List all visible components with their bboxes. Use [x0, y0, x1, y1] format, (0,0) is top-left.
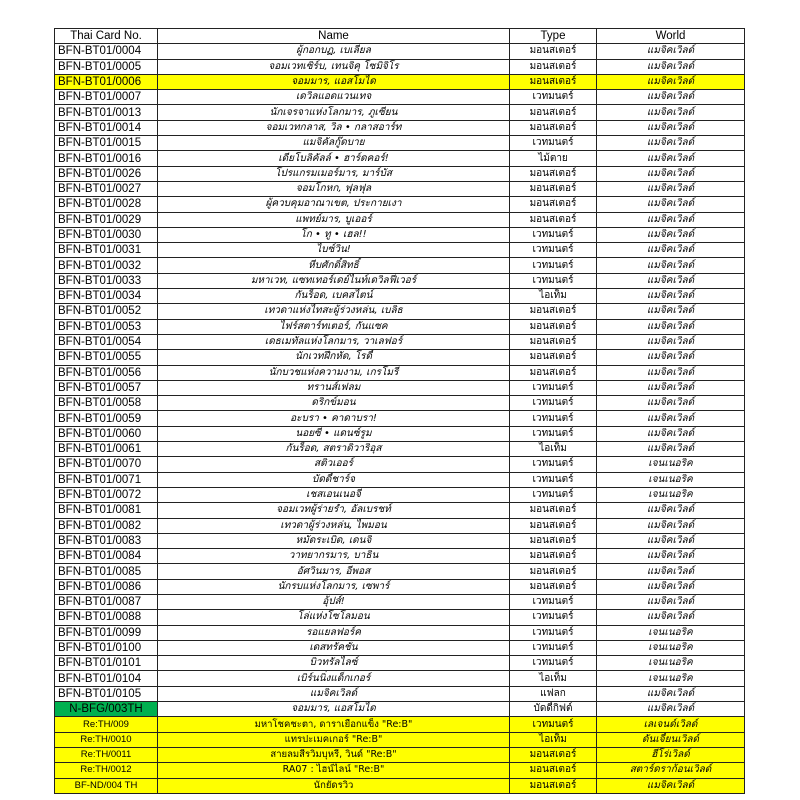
card-world-cell: เจนเนอริค — [597, 640, 745, 655]
table-row — [55, 778, 745, 793]
card-code-cell: BFN-BT01/0027 — [55, 181, 158, 196]
card-type-cell: มอนสเตอร์ — [510, 747, 597, 762]
table-row — [55, 289, 745, 304]
table-row — [55, 518, 745, 533]
card-world-cell: แมจิคเวิลด์ — [597, 151, 745, 166]
card-type-cell: มอนสเตอร์ — [510, 549, 597, 564]
card-type-cell: มอนสเตอร์ — [510, 212, 597, 227]
table-row — [55, 273, 745, 288]
card-code-cell: BFN-BT01/0060 — [55, 426, 158, 441]
card-world-cell: แมจิคเวิลด์ — [597, 365, 745, 380]
card-world-cell: เลเจนด์เวิลด์ — [597, 717, 745, 732]
card-code-cell: BFN-BT01/0085 — [55, 564, 158, 579]
card-world-cell: แมจิคเวิลด์ — [597, 258, 745, 273]
card-name-cell: รอแยลฟอร์ค — [158, 625, 510, 640]
card-world-cell: แมจิคเวิลด์ — [597, 105, 745, 120]
card-type-cell: ไอเท็ม — [510, 732, 597, 747]
card-code-cell: BFN-BT01/0059 — [55, 411, 158, 426]
table-row — [55, 380, 745, 395]
card-type-cell: มอนสเตอร์ — [510, 334, 597, 349]
card-name-cell: บัดดี้ชาร์จ — [158, 472, 510, 487]
table-row — [55, 411, 745, 426]
card-name-cell: สติวเออร์ — [158, 457, 510, 472]
card-world-cell: แมจิคเวิลด์ — [597, 90, 745, 105]
card-type-cell: มอนสเตอร์ — [510, 304, 597, 319]
card-name-cell: แมจิคเวิลด์ — [158, 686, 510, 701]
card-name-cell: วาทยากรมาร, บาธิน — [158, 549, 510, 564]
card-code-cell: BFN-BT01/0053 — [55, 319, 158, 334]
card-code-cell: BFN-BT01/0056 — [55, 365, 158, 380]
card-name-cell: เบิร์นนิ่งแด็กเกอร์ — [158, 671, 510, 686]
card-world-cell: ฮีโร่เวิลด์ — [597, 747, 745, 762]
table-row — [55, 426, 745, 441]
card-world-cell: เจนเนอริค — [597, 625, 745, 640]
card-code-cell: BFN-BT01/0015 — [55, 136, 158, 151]
table-row — [55, 702, 745, 717]
card-world-cell: เจนเนอริค — [597, 671, 745, 686]
card-world-cell: แมจิคเวิลด์ — [597, 778, 745, 793]
card-name-cell: สายลมสีรวิมบุหรี, วินด์ "Re:B" — [158, 747, 510, 762]
card-type-cell: มอนสเตอร์ — [510, 533, 597, 548]
table-row — [55, 151, 745, 166]
card-name-cell: ผู้กอกบฏ, เบเลียล — [158, 44, 510, 59]
table-row — [55, 472, 745, 487]
card-code-cell: BFN-BT01/0083 — [55, 533, 158, 548]
card-type-cell: เวทมนตร์ — [510, 258, 597, 273]
card-name-cell: นักเวทฝึกหัด, โรดี้ — [158, 350, 510, 365]
table-row — [55, 594, 745, 609]
table-row — [55, 197, 745, 212]
card-name-cell: ทรานส์เฟลม — [158, 380, 510, 395]
card-world-cell: แมจิคเวิลด์ — [597, 411, 745, 426]
card-type-cell: มอนสเตอร์ — [510, 579, 597, 594]
table-row — [55, 44, 745, 59]
card-table — [54, 28, 745, 794]
card-type-cell: เวทมนตร์ — [510, 426, 597, 441]
card-world-cell: เจนเนอริค — [597, 472, 745, 487]
card-code-cell: BFN-BT01/0052 — [55, 304, 158, 319]
card-name-cell: นักยัดรวิว — [158, 778, 510, 793]
card-code-cell: BFN-BT01/0006 — [55, 74, 158, 89]
card-type-cell: ไอเท็ม — [510, 671, 597, 686]
table-row — [55, 442, 745, 457]
card-type-cell: มอนสเตอร์ — [510, 319, 597, 334]
card-world-cell: แมจิคเวิลด์ — [597, 503, 745, 518]
card-world-cell: แมจิคเวิลด์ — [597, 594, 745, 609]
card-world-cell: แมจิคเวิลด์ — [597, 212, 745, 227]
card-code-cell: BFN-BT01/0086 — [55, 579, 158, 594]
card-name-cell: จอมเวทผู้ร่ายรำ, อัลเบรชท์ — [158, 503, 510, 518]
card-code-cell: Re:TH/0012 — [55, 763, 158, 778]
card-name-cell: แพทย์มาร, บูเออร์ — [158, 212, 510, 227]
card-code-cell: Re:TH/009 — [55, 717, 158, 732]
table-row — [55, 166, 745, 181]
card-name-cell: จอมมาร, แอสโมได — [158, 74, 510, 89]
card-name-cell: ดริกข์มอน — [158, 396, 510, 411]
card-code-cell: BFN-BT01/0061 — [55, 442, 158, 457]
card-world-cell: แมจิคเวิลด์ — [597, 610, 745, 625]
card-name-cell: โล่แห่งโซโลมอน — [158, 610, 510, 625]
table-row — [55, 396, 745, 411]
card-world-cell: แมจิคเวิลด์ — [597, 549, 745, 564]
card-name-cell: RA07 : ไฮน์ไลน์ "Re:B" — [158, 763, 510, 778]
card-code-cell: BFN-BT01/0101 — [55, 656, 158, 671]
card-world-cell: แมจิคเวิลด์ — [597, 442, 745, 457]
table-row — [55, 74, 745, 89]
card-code-cell: BFN-BT01/0026 — [55, 166, 158, 181]
card-code-cell: BFN-BT01/0004 — [55, 44, 158, 59]
card-code-cell: BFN-BT01/0104 — [55, 671, 158, 686]
card-code-cell: BFN-BT01/0029 — [55, 212, 158, 227]
card-type-cell: มอนสเตอร์ — [510, 105, 597, 120]
card-type-cell: บัดดี้กิฟต์ — [510, 702, 597, 717]
table-row — [55, 686, 745, 701]
table-row — [55, 181, 745, 196]
card-world-cell: แมจิคเวิลด์ — [597, 686, 745, 701]
card-type-cell: เวทมนตร์ — [510, 227, 597, 242]
card-name-cell: ผู้ควบคุมอาณาเขต, ประกายเงา — [158, 197, 510, 212]
card-world-cell: แมจิคเวิลด์ — [597, 304, 745, 319]
card-type-cell: เวทมนตร์ — [510, 380, 597, 395]
table-row — [55, 90, 745, 105]
card-world-cell: แมจิคเวิลด์ — [597, 334, 745, 349]
card-type-cell: เวทมนตร์ — [510, 594, 597, 609]
card-name-cell: จอมเวทกลาส, วิล • กลาสอาร์ท — [158, 120, 510, 135]
table-row — [55, 243, 745, 258]
table-row — [55, 457, 745, 472]
card-world-cell: แมจิคเวิลด์ — [597, 59, 745, 74]
table-row — [55, 319, 745, 334]
card-code-cell: BFN-BT01/0081 — [55, 503, 158, 518]
card-name-cell: กันร็อด, สตราดิวาริอุส — [158, 442, 510, 457]
card-code-cell: BFN-BT01/0100 — [55, 640, 158, 655]
card-code-cell: BFN-BT01/0099 — [55, 625, 158, 640]
card-code-cell: BFN-BT01/0070 — [55, 457, 158, 472]
card-name-cell: จอมเวทเซิร์บ, เทนจิคุ โซมิจิโร — [158, 59, 510, 74]
table-row — [55, 334, 745, 349]
card-name-cell: อัศวินมาร, อีพอส — [158, 564, 510, 579]
header-type: Type — [510, 29, 597, 44]
table-row — [55, 258, 745, 273]
card-type-cell: เวทมนตร์ — [510, 457, 597, 472]
table-row — [55, 487, 745, 502]
card-code-cell: BFN-BT01/0034 — [55, 289, 158, 304]
card-type-cell: มอนสเตอร์ — [510, 518, 597, 533]
card-world-cell: แมจิคเวิลด์ — [597, 181, 745, 196]
table-row — [55, 717, 745, 732]
card-name-cell: นอยซี่ • แดนซ์รูม — [158, 426, 510, 441]
card-type-cell: เวทมนตร์ — [510, 396, 597, 411]
card-name-cell: แมจิคัลกู๊ดบาย — [158, 136, 510, 151]
card-world-cell: แมจิคเวิลด์ — [597, 564, 745, 579]
card-world-cell: แมจิคเวิลด์ — [597, 166, 745, 181]
card-name-cell: อะบรา • คาดาบรา! — [158, 411, 510, 426]
table-row — [55, 671, 745, 686]
card-world-cell: ดันเจี้ยนเวิลด์ — [597, 732, 745, 747]
table-row — [55, 610, 745, 625]
header-code: Thai Card No. — [55, 29, 158, 44]
card-name-cell: มหาเวท, แซทเทอร์เดย์ไนท์เดวิลฟีเวอร์ — [158, 273, 510, 288]
card-code-cell: BFN-BT01/0082 — [55, 518, 158, 533]
card-world-cell: แมจิคเวิลด์ — [597, 44, 745, 59]
table-row — [55, 350, 745, 365]
table-row — [55, 59, 745, 74]
card-name-cell: แทรปะเมคเกอร์ "Re:B" — [158, 732, 510, 747]
card-code-cell: BFN-BT01/0032 — [55, 258, 158, 273]
card-type-cell: มอนสเตอร์ — [510, 564, 597, 579]
card-world-cell: แมจิคเวิลด์ — [597, 396, 745, 411]
card-world-cell: สตาร์ดราก้อนเวิลด์ — [597, 763, 745, 778]
card-name-cell: โก • ทู • เฮล!! — [158, 227, 510, 242]
card-name-cell: เชสเอนเนอจี — [158, 487, 510, 502]
table-row — [55, 625, 745, 640]
card-type-cell: เวทมนตร์ — [510, 411, 597, 426]
card-type-cell: มอนสเตอร์ — [510, 166, 597, 181]
card-code-cell: Re:TH/0011 — [55, 747, 158, 762]
card-type-cell: มอนสเตอร์ — [510, 59, 597, 74]
card-type-cell: เวทมนตร์ — [510, 472, 597, 487]
card-name-cell: มหาโชคชะตา, ดาราเยือกแข็ง "Re:B" — [158, 717, 510, 732]
table-body — [55, 44, 745, 794]
card-type-cell: เวทมนตร์ — [510, 273, 597, 288]
table-row — [55, 503, 745, 518]
card-world-cell: แมจิคเวิลด์ — [597, 197, 745, 212]
card-type-cell: ไอเท็ม — [510, 289, 597, 304]
card-code-cell: BFN-BT01/0007 — [55, 90, 158, 105]
table-row — [55, 120, 745, 135]
card-code-cell: BFN-BT01/0054 — [55, 334, 158, 349]
table-row — [55, 549, 745, 564]
card-name-cell: อุ้ปส์! — [158, 594, 510, 609]
card-name-cell: นักรบแห่งโลกมาร, เซพาร์ — [158, 579, 510, 594]
card-code-cell: BFN-BT01/0105 — [55, 686, 158, 701]
table-row — [55, 227, 745, 242]
card-code-cell: BFN-BT01/0072 — [55, 487, 158, 502]
card-name-cell: เดสทรัคชั่น — [158, 640, 510, 655]
card-code-cell: BFN-BT01/0005 — [55, 59, 158, 74]
card-world-cell: แมจิคเวิลด์ — [597, 579, 745, 594]
card-world-cell: แมจิคเวิลด์ — [597, 74, 745, 89]
table-row — [55, 579, 745, 594]
card-type-cell: มอนสเตอร์ — [510, 778, 597, 793]
card-type-cell: มอนสเตอร์ — [510, 74, 597, 89]
card-type-cell: เวทมนตร์ — [510, 640, 597, 655]
table-row — [55, 747, 745, 762]
card-name-cell: ไฟร์สตาร์ทเตอร์, กันแซค — [158, 319, 510, 334]
card-name-cell: เดวิลแอดแวนเทจ — [158, 90, 510, 105]
card-world-cell: แมจิคเวิลด์ — [597, 273, 745, 288]
card-world-cell: เจนเนอริค — [597, 457, 745, 472]
card-world-cell: แมจิคเวิลด์ — [597, 380, 745, 395]
card-code-cell: N-BFG/003TH — [55, 702, 158, 717]
card-code-cell: BFN-BT01/0030 — [55, 227, 158, 242]
card-name-cell: โปรแกรมเมอร์มาร, มาร์บัส — [158, 166, 510, 181]
table-row — [55, 304, 745, 319]
card-code-cell: BFN-BT01/0013 — [55, 105, 158, 120]
card-type-cell: มอนสเตอร์ — [510, 120, 597, 135]
card-type-cell: มอนสเตอร์ — [510, 350, 597, 365]
card-type-cell: เวทมนตร์ — [510, 136, 597, 151]
card-type-cell: มอนสเตอร์ — [510, 44, 597, 59]
table-row — [55, 136, 745, 151]
card-type-cell: เวทมนตร์ — [510, 487, 597, 502]
card-name-cell: บิวทรัลไลซ์ — [158, 656, 510, 671]
card-type-cell: มอนสเตอร์ — [510, 197, 597, 212]
table-row — [55, 533, 745, 548]
card-name-cell: เทวดาผู้ร่วงหล่น, ไพมอน — [158, 518, 510, 533]
card-name-cell: เดธเมทัลแห่งโลกมาร, วาเลฟอร์ — [158, 334, 510, 349]
table-row — [55, 640, 745, 655]
card-code-cell: BFN-BT01/0016 — [55, 151, 158, 166]
table-row — [55, 212, 745, 227]
card-world-cell: แมจิคเวิลด์ — [597, 319, 745, 334]
card-name-cell: ไบซ์วิน! — [158, 243, 510, 258]
table-row — [55, 105, 745, 120]
card-type-cell: มอนสเตอร์ — [510, 763, 597, 778]
card-code-cell: BFN-BT01/0028 — [55, 197, 158, 212]
card-world-cell: แมจิคเวิลด์ — [597, 289, 745, 304]
card-name-cell: หมัดระเบิด, เดนจิ — [158, 533, 510, 548]
card-name-cell: จอมโกหก, ฟุลฟุล — [158, 181, 510, 196]
card-code-cell: BFN-BT01/0033 — [55, 273, 158, 288]
card-type-cell: มอนสเตอร์ — [510, 503, 597, 518]
card-code-cell: BFN-BT01/0014 — [55, 120, 158, 135]
card-list-sheet — [54, 28, 745, 794]
card-type-cell: เวทมนตร์ — [510, 243, 597, 258]
card-type-cell: เวทมนตร์ — [510, 90, 597, 105]
card-code-cell: BFN-BT01/0087 — [55, 594, 158, 609]
header-name: Name — [158, 29, 510, 44]
card-name-cell: นักบวชแห่งความงาม, เกรโมรี — [158, 365, 510, 380]
card-type-cell: ไม้ตาย — [510, 151, 597, 166]
card-type-cell: เวทมนตร์ — [510, 656, 597, 671]
card-code-cell: BFN-BT01/0057 — [55, 380, 158, 395]
table-row — [55, 732, 745, 747]
card-type-cell: เวทมนตร์ — [510, 717, 597, 732]
card-code-cell: BFN-BT01/0088 — [55, 610, 158, 625]
card-world-cell: แมจิคเวิลด์ — [597, 350, 745, 365]
card-code-cell: Re:TH/0010 — [55, 732, 158, 747]
card-type-cell: แฟลก — [510, 686, 597, 701]
card-world-cell: เจนเนอริค — [597, 487, 745, 502]
table-row — [55, 763, 745, 778]
card-code-cell: BFN-BT01/0071 — [55, 472, 158, 487]
card-type-cell: มอนสเตอร์ — [510, 365, 597, 380]
card-world-cell: เจนเนอริค — [597, 656, 745, 671]
card-world-cell: แมจิคเวิลด์ — [597, 518, 745, 533]
table-row — [55, 656, 745, 671]
header-row — [55, 29, 745, 44]
card-world-cell: แมจิคเวิลด์ — [597, 426, 745, 441]
card-code-cell: BFN-BT01/0055 — [55, 350, 158, 365]
card-world-cell: แมจิคเวิลด์ — [597, 227, 745, 242]
card-name-cell: เทวดาแห่งไทสะผู้ร่วงหล่น, เบลิธ — [158, 304, 510, 319]
card-code-cell: BFN-BT01/0084 — [55, 549, 158, 564]
card-name-cell: นักเจรจาแห่งโลกมาร, ภูเซียน — [158, 105, 510, 120]
card-code-cell: BF-ND/004 TH — [55, 778, 158, 793]
card-type-cell: เวทมนตร์ — [510, 610, 597, 625]
card-name-cell: หีบศักดิ์สิทธิ์ — [158, 258, 510, 273]
header-world: World — [597, 29, 745, 44]
card-world-cell: แมจิคเวิลด์ — [597, 702, 745, 717]
table-row — [55, 365, 745, 380]
table-row — [55, 564, 745, 579]
card-world-cell: แมจิคเวิลด์ — [597, 243, 745, 258]
card-type-cell: เวทมนตร์ — [510, 625, 597, 640]
card-code-cell: BFN-BT01/0058 — [55, 396, 158, 411]
card-code-cell: BFN-BT01/0031 — [55, 243, 158, 258]
card-world-cell: แมจิคเวิลด์ — [597, 136, 745, 151]
card-name-cell: กันร็อด, เบคสไตน์ — [158, 289, 510, 304]
card-type-cell: มอนสเตอร์ — [510, 181, 597, 196]
card-name-cell: จอมมาร, แอสโมได — [158, 702, 510, 717]
card-name-cell: เดียโบลิคัลล์ • ฮาร์ดคอร์! — [158, 151, 510, 166]
card-world-cell: แมจิคเวิลด์ — [597, 533, 745, 548]
card-world-cell: แมจิคเวิลด์ — [597, 120, 745, 135]
card-type-cell: ไอเท็ม — [510, 442, 597, 457]
